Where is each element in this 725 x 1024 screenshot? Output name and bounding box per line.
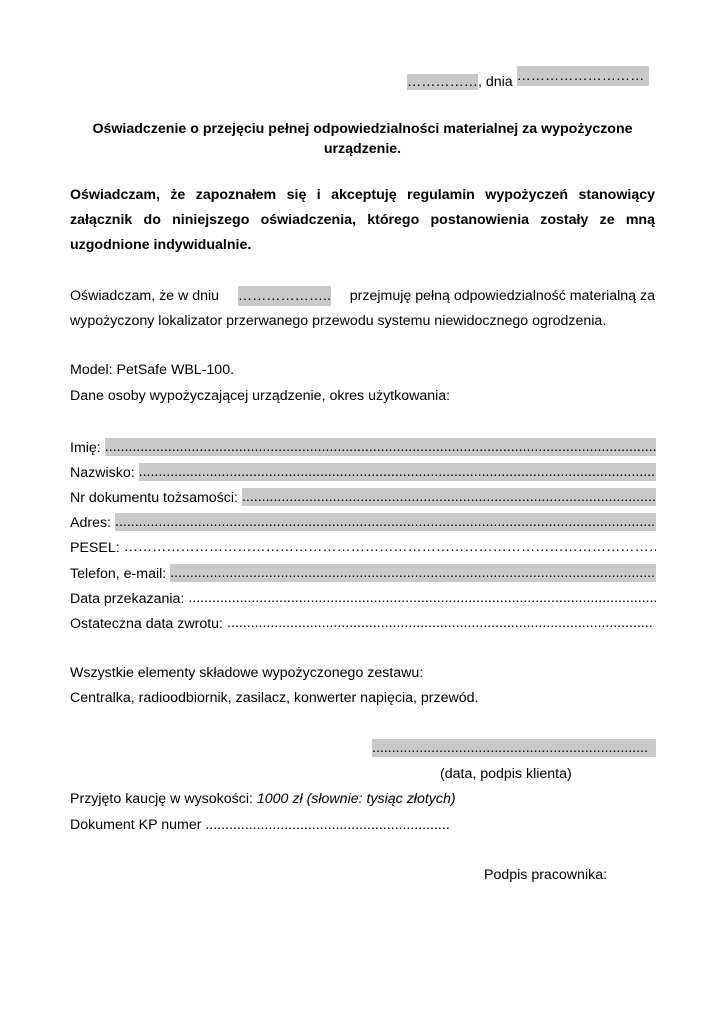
pesel-input[interactable] <box>124 538 656 556</box>
field-label: Adres: <box>70 515 112 531</box>
id-document-input[interactable] <box>242 488 656 506</box>
client-signature-field[interactable]: ...................................................................... <box>372 739 656 757</box>
deposit-label: Przyjęto kaucję w wysokości: <box>70 791 257 807</box>
renter-heading: Dane osoby wypożyczającej urządzenie, okres użytkowania: <box>70 388 451 404</box>
return-date-input[interactable] <box>227 614 653 632</box>
declaration2-line-1 <box>70 286 655 306</box>
name-input[interactable] <box>105 438 656 456</box>
field-pesel <box>70 536 656 556</box>
components-list: Centralka, radioodbiornik, zasilacz, konwerter napięcia, przewód. <box>70 690 479 706</box>
declaration2-line-2: wypożyczony lokalizator przerwanego przewodu systemu niewidocznego ogrodzenia. <box>70 313 607 329</box>
handover-date-input[interactable] <box>188 589 656 607</box>
document-title: Oświadczenie o przejęciu pełnej odpowiedzialności materialnej za wypożyczone urządzenie. <box>92 121 633 157</box>
components-heading: Wszystkie elementy składowe wypożyczonego zestawu: <box>70 665 424 681</box>
phone-email-input[interactable] <box>170 564 656 582</box>
field-label: Ostateczna data zwrotu: <box>70 616 223 632</box>
place-field[interactable]: …………… <box>407 74 478 90</box>
surname-input[interactable] <box>139 463 656 481</box>
employee-signature-label: Podpis pracownika: <box>484 867 608 883</box>
field-label: Data przekazania: <box>70 591 185 607</box>
place-date-line <box>407 66 649 90</box>
field-label: Imię: <box>70 440 101 456</box>
field-label: Nr dokumentu tożsamości: <box>70 490 238 506</box>
field-label: Telefon, e-mail: <box>70 566 167 582</box>
date-prefix: , dnia <box>477 74 517 90</box>
declaration2-suffix: przejmuję pełną odpowiedzialność materialną za <box>349 288 655 304</box>
model-line: Model: PetSafe WBL-100. <box>70 362 235 378</box>
client-signature-caption: (data, podpis klienta) <box>440 766 572 782</box>
deposit-amount: 1000 zł (słownie: tysiąc złotych) <box>256 791 456 807</box>
declaration-line-2: załącznik do niniejszego oświadczenia, którego postanowienia zostały ze mną <box>70 212 655 228</box>
field-nazwisko <box>70 461 656 481</box>
field-label: Nazwisko: <box>70 465 135 481</box>
address-input[interactable] <box>115 513 656 531</box>
field-data-zwrotu <box>70 612 653 632</box>
kp-document-line: Dokument KP numer .............................................................. <box>70 817 450 833</box>
takeover-date-field[interactable]: ……………….. <box>237 288 331 304</box>
field-adres <box>70 511 656 531</box>
field-label: PESEL: <box>70 540 120 556</box>
deposit-line <box>70 789 456 809</box>
field-nr-dokumentu <box>70 486 656 506</box>
declaration2-prefix: Oświadczam, że w dniu <box>70 288 220 304</box>
date-field[interactable]: ……………………… <box>517 66 649 86</box>
declaration-line-1: Oświadczam, że zapoznałem się i akceptuję regulamin wypożyczeń stanowiący <box>70 187 655 203</box>
field-telefon-email <box>70 562 656 582</box>
field-imie <box>70 436 656 456</box>
declaration-line-3: uzgodnione indywidualnie. <box>70 237 252 253</box>
field-data-przekazania <box>70 587 656 607</box>
